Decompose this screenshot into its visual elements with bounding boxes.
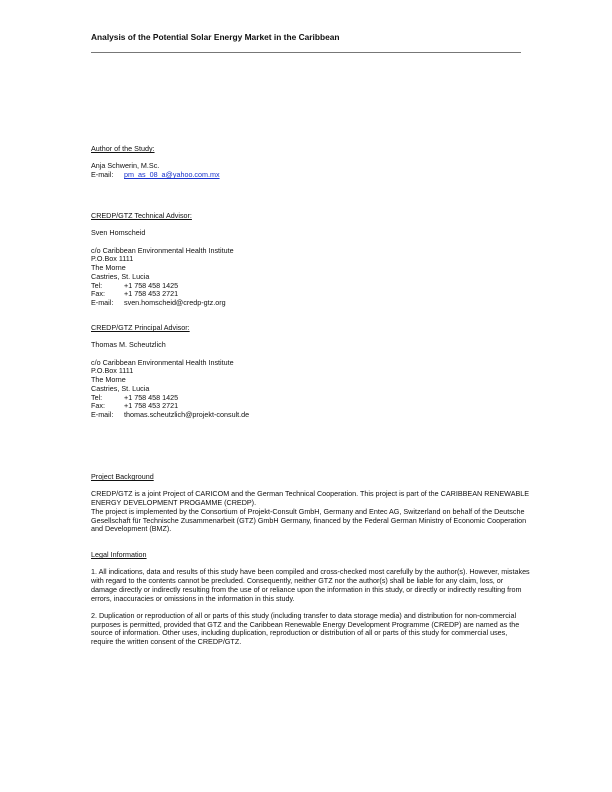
fax-value: +1 758 453 2721 <box>124 401 179 411</box>
header-rule <box>91 52 521 53</box>
address-line: The Morne <box>91 375 126 385</box>
page-header-title: Analysis of the Potential Solar Energy Market in the Caribbean <box>91 32 340 42</box>
email-label: E-mail: <box>91 170 114 180</box>
legal-paragraph: 1. All indications, data and results of this study have been compiled and cross-checked most carefully by the author(s). However, mistakes with regard to the contents cannot be precluded. Consequently, neither GTZ nor the author(s) shall be liable for any claim, loss, or damage directly or indirectly resulting from the use of or reliance upon the information in this study, or directly or indirectly resulting from errors, inaccuracies or omissions in the information in this study. <box>91 567 530 603</box>
tel-value: +1 758 458 1425 <box>124 280 179 290</box>
tel-label: Tel: <box>91 392 103 402</box>
author-section <box>91 145 531 180</box>
legal-heading: Legal Information <box>91 550 147 559</box>
fax-label: Fax: <box>91 401 105 411</box>
email-value: thomas.scheutzlich@projekt-consult.de <box>124 410 250 419</box>
author-heading: Author of the Study: <box>91 144 155 153</box>
principal-name: Thomas M. Scheutzlich <box>91 340 166 350</box>
technical-advisor-section <box>91 212 531 308</box>
technical-name: Sven Homscheid <box>91 228 146 238</box>
author-email-link[interactable]: pm_as_08_a@yahoo.com.mx <box>124 170 220 180</box>
background-paragraph: The project is implemented by the Consortium of Projekt-Consult GmbH, Germany and Entec AG, Switzerland on behalf of the Deutsche Gesellschaft für Technische Zusammenarbeit (GTZ) GmbH Germany, financed by the Federal German Ministry of Economic Cooperation and Development (BMZ). <box>91 506 527 534</box>
technical-heading: CREDP/GTZ Technical Advisor: <box>91 211 192 220</box>
address-line: The Morne <box>91 263 126 273</box>
background-paragraph: CREDP/GTZ is a joint Project of CARICOM and the German Technical Cooperation. This project is part of the CARIBBEAN RENEWABLE ENERGY DEVELOPMENT PROGAMME (CREDP). <box>91 489 530 508</box>
fax-label: Fax: <box>91 289 105 299</box>
address-line: P.O.Box 1111 <box>91 366 134 376</box>
address-line: Castries, St. Lucia <box>91 383 150 393</box>
author-name: Anja Schwerin, M.Sc. <box>91 161 160 171</box>
fax-value: +1 758 453 2721 <box>124 289 179 299</box>
tel-value: +1 758 458 1425 <box>124 392 179 402</box>
legal-information-section <box>91 551 531 647</box>
email-label: E-mail: <box>91 298 114 307</box>
address-line: c/o Caribbean Environmental Health Institute <box>91 245 234 255</box>
email-value: sven.homscheid@credp-gtz.org <box>124 298 226 307</box>
address-line: Castries, St. Lucia <box>91 271 150 281</box>
legal-paragraph: 2. Duplication or reproduction of all or parts of this study (including transfer to data storage media) and distribution for non-commercial purposes is permitted, provided that GTZ and the Caribbean Renewable Energy Development Programme (CREDP) are named as the source of information. Other uses, including duplication, reproduction or distribution of all or parts of this study for commercial uses, require the written consent of the CREDP/GTZ. <box>91 610 520 646</box>
principal-heading: CREDP/GTZ Principal Advisor: <box>91 323 190 332</box>
principal-advisor-section <box>91 324 531 420</box>
background-heading: Project Background <box>91 472 154 481</box>
address-line: c/o Caribbean Environmental Health Institute <box>91 357 234 367</box>
address-line: P.O.Box 1111 <box>91 254 134 264</box>
project-background-section <box>91 473 531 534</box>
tel-label: Tel: <box>91 280 103 290</box>
email-label: E-mail: <box>91 410 114 419</box>
